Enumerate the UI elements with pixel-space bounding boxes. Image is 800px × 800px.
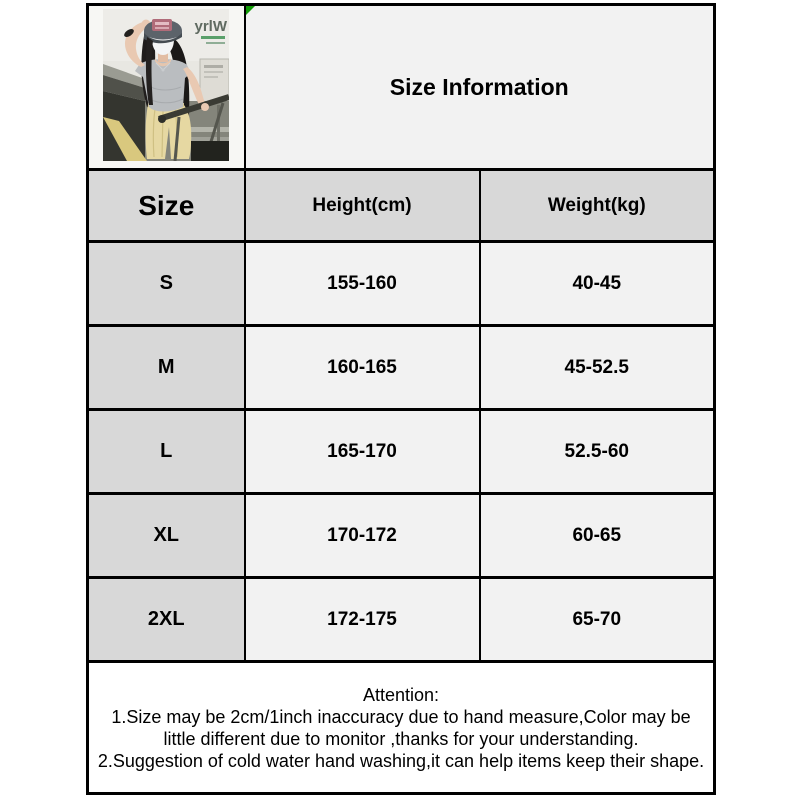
height-value: 170-172 [245,494,480,578]
product-photo-cell [88,5,245,170]
attention-cell [88,662,715,794]
title-cell [245,5,715,170]
product-photo [103,9,229,161]
weight-value: 60-65 [480,494,715,578]
top-row [88,5,715,170]
table-row [88,494,715,578]
green-corner-marker [246,6,255,15]
attention-items [96,706,706,772]
height-value: 155-160 [245,242,480,326]
weight-value: 45-52.5 [480,326,715,410]
attention-row [88,662,715,794]
weight-value: 40-45 [480,242,715,326]
size-label: M [88,326,245,410]
weight-value: 65-70 [480,578,715,662]
attention-heading: Attention: [362,684,440,705]
attention-item: 2.Suggestion of cold water hand washing,it can help items keep their shape. [97,750,705,771]
photo-sign-text: yrlW [194,18,228,35]
weight-value: 52.5-60 [480,410,715,494]
column-header-size: Size [88,170,245,242]
header-row [88,170,715,242]
cart-bag [191,141,229,161]
size-label: L [88,410,245,494]
size-label: S [88,242,245,326]
size-table-body [88,5,715,794]
attention-item: 1.Size may be 2cm/1inch inaccuracy due to hand measure,Color may be little different due to monitor ,thanks for your understanding. [111,706,691,749]
sign-green-line [201,36,225,39]
height-value: 160-165 [245,326,480,410]
table-row [88,326,715,410]
size-table [86,3,716,795]
column-header-height: Height(cm) [245,170,480,242]
size-label: XL [88,494,245,578]
table-row [88,410,715,494]
column-header-weight: Weight(kg) [480,170,715,242]
page-title: Size Information [389,73,569,100]
size-label: 2XL [88,578,245,662]
height-value: 165-170 [245,410,480,494]
height-value: 172-175 [245,578,480,662]
table-row [88,578,715,662]
table-row [88,242,715,326]
